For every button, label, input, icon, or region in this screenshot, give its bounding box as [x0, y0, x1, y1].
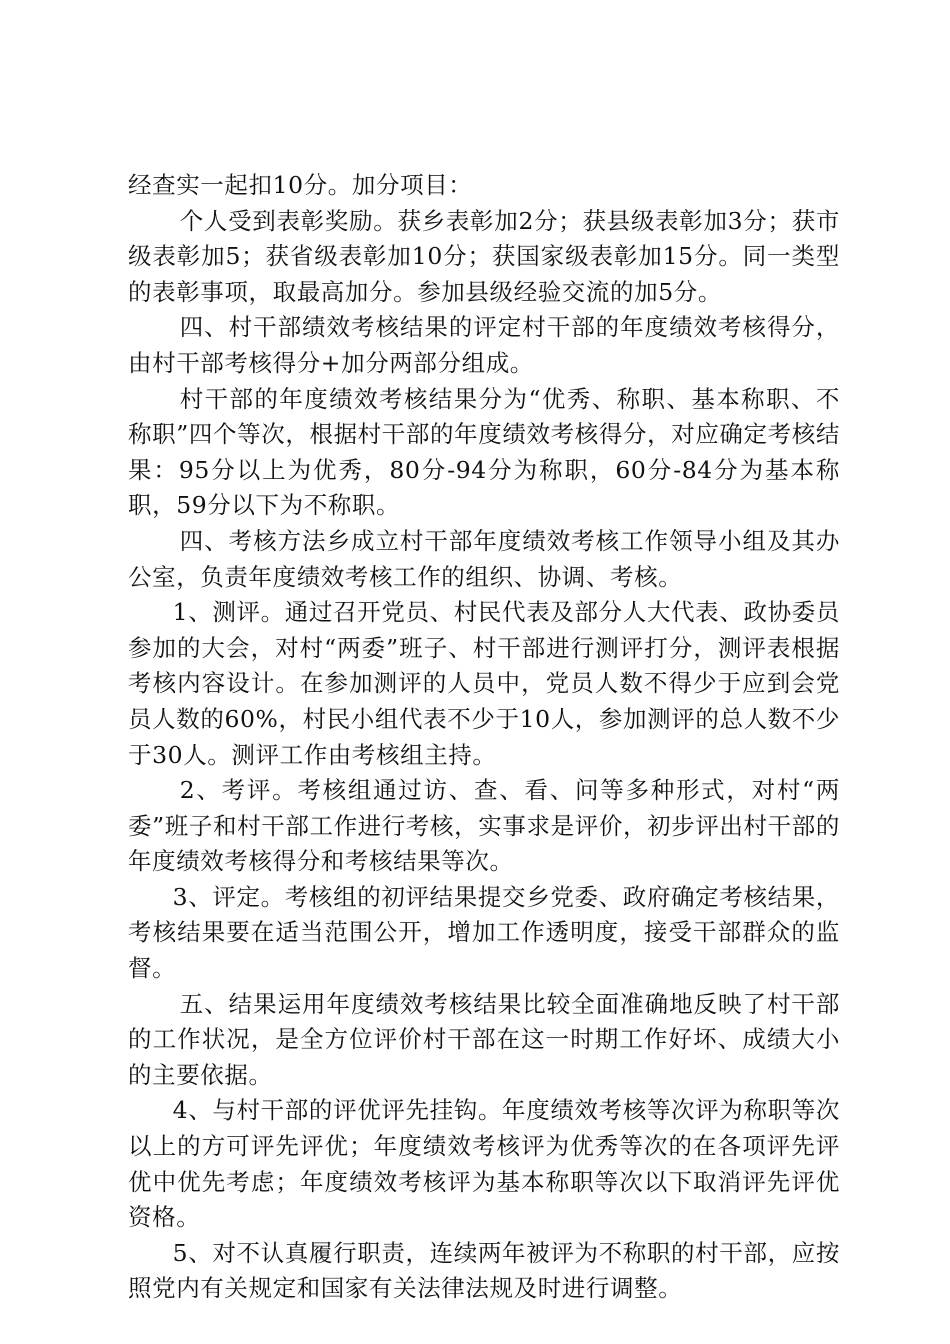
paragraph-item-1-assessment: 1、测评。通过召开党员、村民代表及部分人大代表、政协委员参加的大会，对村“两委”班子、村干部进行测评打分，测评表根据考核内容设计。在参加测评的人员中，党员人数不得少于应到会党员人数的60%，村民小组代表不少于10人，参加测评的总人数不少于30人。测评工作由考核组主持。 [128, 598, 840, 769]
paragraph-deduction-note: 经查实一起扣10分。加分项目： [128, 171, 473, 199]
paragraph-section-five-application: 五、结果运用年度绩效考核结果比较全面准确地反映了村干部的工作状况，是全方位评价村干部在这一时期工作好坏、成绩大小的主要依据。 [128, 989, 840, 1089]
paragraph-item-2-review: 2、考评。考核组通过访、查、看、问等多种形式，对村“两委”班子和村干部工作进行考核，实事求是评价，初步评出村干部的年度绩效考核得分和考核结果等次。 [128, 776, 840, 876]
paragraph-section-four-methods: 四、考核方法乡成立村干部年度绩效考核工作领导小组及其办公室，负责年度绩效考核工作的组织、协调、考核。 [128, 526, 840, 591]
document-body [128, 168, 840, 1307]
paragraph-grade-levels: 村干部的年度绩效考核结果分为“优秀、称职、基本称职、不称职”四个等次，根据村干部的年度绩效考核得分，对应确定考核结果：95分以上为优秀，80分-94分为称职，60分-84分为基本称职，59分以下为不称职。 [128, 384, 840, 520]
paragraph-section-four-result-evaluation: 四、村干部绩效考核结果的评定村干部的年度绩效考核得分，由村干部考核得分+加分两部分组成。 [128, 313, 840, 377]
paragraph-item-5-adjustment: 5、对不认真履行职责，连续两年被评为不称职的村干部，应按照党内有关规定和国家有关法律法规及时进行调整。 [128, 1238, 840, 1303]
paragraph-item-3-determination: 3、评定。考核组的初评结果提交乡党委、政府确定考核结果，考核结果要在适当范围公开，增加工作透明度，接受干部群众的监督。 [128, 882, 840, 983]
paragraph-commendation-bonus: 个人受到表彰奖励。获乡表彰加2分；获县级表彰加3分；获市级表彰加5；获省级表彰加10分；获国家级表彰加15分。同一类型的表彰事项，取最高加分。参加县级经验交流的加5分。 [128, 206, 840, 306]
paragraph-item-4-awards-link: 4、与村干部的评优评先挂钩。年度绩效考核等次评为称职等次以上的方可评先评优；年度绩效考核评为优秀等次的在各项评先评优中优先考虑；年度绩效考核评为基本称职等次以下取消评先评优资格。 [128, 1096, 840, 1232]
